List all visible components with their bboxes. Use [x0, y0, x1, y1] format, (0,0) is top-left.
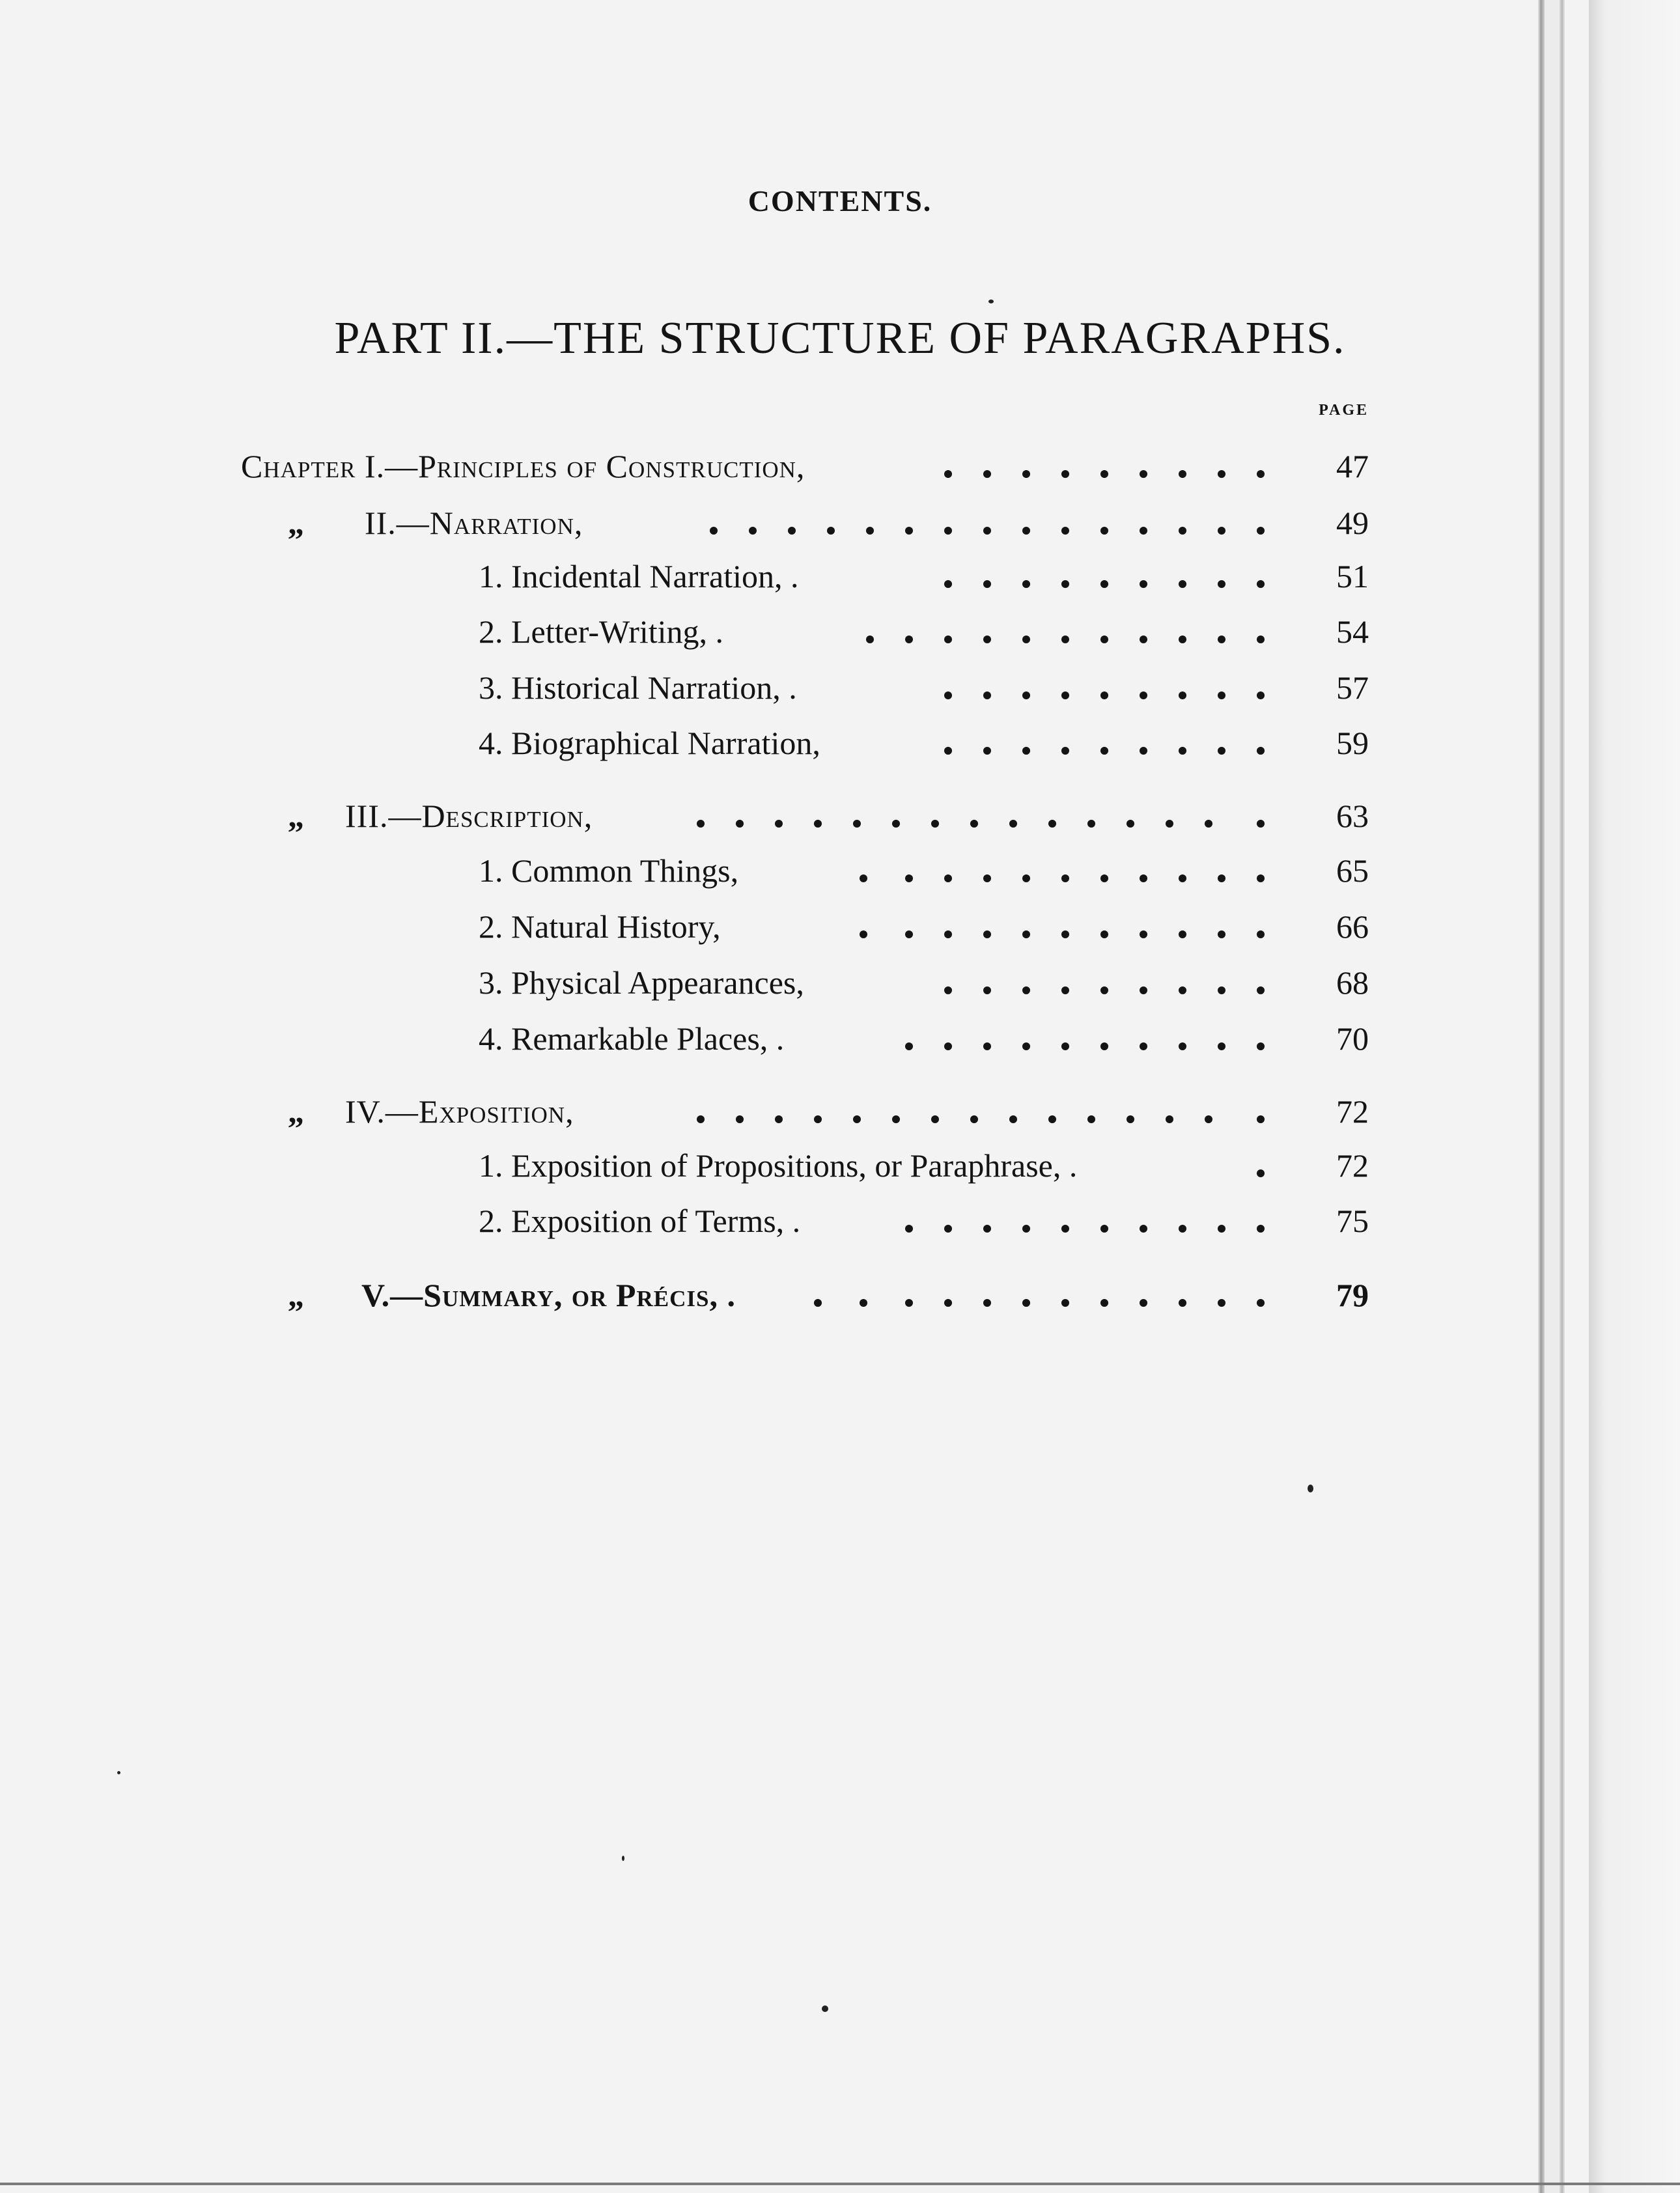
- leader-dot: [983, 691, 991, 699]
- entry-page: 72: [1336, 1093, 1369, 1130]
- leader-dot: [1022, 874, 1030, 882]
- entry-page: 57: [1336, 669, 1369, 706]
- toc-entry: [0, 848, 1680, 893]
- leader-dot: [983, 930, 991, 938]
- entry-label: II.—Narration,: [365, 505, 583, 541]
- leader-dot: [1048, 1115, 1056, 1123]
- leader-dot: [1218, 930, 1225, 938]
- toc-entry: [0, 443, 1680, 489]
- leader-dot: [1179, 1225, 1186, 1233]
- leader-dot: [1100, 1299, 1108, 1307]
- leader-dot: [944, 691, 952, 699]
- leader-dot: [944, 527, 952, 535]
- entry-label: 2. Letter-Writing, .: [479, 613, 724, 650]
- leader-dot: [944, 874, 952, 882]
- leader-dot: [1205, 1115, 1212, 1123]
- toc-entry: [0, 904, 1680, 949]
- leader-dot: [983, 527, 991, 535]
- leader-dot: [1100, 747, 1108, 755]
- leader-dot: [1257, 747, 1265, 755]
- leader-dot: [944, 470, 952, 478]
- leader-dot: [983, 1042, 991, 1050]
- leader-dot: [1009, 1115, 1017, 1123]
- leader-dot: [853, 820, 861, 828]
- leader-dot: [866, 527, 874, 535]
- ditto-mark: „: [288, 1093, 304, 1130]
- entry-label: 2. Natural History,: [479, 908, 721, 945]
- leader-dot: [1127, 820, 1134, 828]
- leader-dot: [905, 874, 913, 882]
- leader-dot: [814, 820, 822, 828]
- leader-dot: [1022, 1225, 1030, 1233]
- leader-dot: [866, 636, 874, 643]
- leader-dot: [944, 986, 952, 994]
- leader-dot: [1100, 691, 1108, 699]
- ink-speck: [622, 1856, 624, 1861]
- entry-label: IV.—Exposition,: [345, 1093, 574, 1130]
- leader-dot: [1022, 986, 1030, 994]
- leader-dot: [1061, 1042, 1069, 1050]
- ink-speck: [988, 300, 994, 303]
- leader-dot: [1140, 747, 1147, 755]
- entry-label: 4. Biographical Narration,: [479, 725, 820, 761]
- leader-dot: [1257, 1115, 1265, 1123]
- toc-entry: [0, 1143, 1680, 1188]
- leader-dot: [814, 1115, 822, 1123]
- leader-dot: [1022, 691, 1030, 699]
- entry-page: 68: [1336, 964, 1369, 1001]
- entry-label: 3. Historical Narration, .: [479, 669, 797, 706]
- leader-dot: [860, 930, 867, 938]
- part-title: PART II.—THE STRUCTURE OF PARAGRAPHS.: [334, 313, 1346, 363]
- leader-dot: [1257, 636, 1265, 643]
- leader-dot: [749, 527, 757, 535]
- entry-page: 66: [1336, 908, 1369, 945]
- leader-dot: [1218, 1042, 1225, 1050]
- leader-dot: [983, 580, 991, 588]
- running-head: CONTENTS.: [748, 184, 932, 217]
- leader-dot: [1257, 691, 1265, 699]
- entry-label: 1. Exposition of Propositions, or Paraphrase, .: [479, 1147, 1078, 1184]
- entry-page: 63: [1336, 798, 1369, 834]
- leader-dot: [1100, 1225, 1108, 1233]
- leader-dot: [1100, 1042, 1108, 1050]
- leader-dot: [905, 1225, 913, 1233]
- leader-dot: [1022, 1042, 1030, 1050]
- entry-label: 1. Incidental Narration, .: [479, 558, 799, 594]
- leader-dot: [1218, 986, 1225, 994]
- leader-dot: [905, 636, 913, 643]
- leader-dot: [1179, 986, 1186, 994]
- leader-dot: [1166, 820, 1173, 828]
- entry-label: III.—Description,: [345, 798, 593, 834]
- leader-dot: [983, 874, 991, 882]
- entry-label: 3. Physical Appearances,: [479, 964, 804, 1001]
- leader-dot: [1100, 580, 1108, 588]
- leader-dot: [710, 527, 718, 535]
- entry-page: 49: [1336, 505, 1369, 541]
- leader-dot: [1061, 1299, 1069, 1307]
- scan-bottom-edge: [0, 2183, 1680, 2185]
- toc-entry: [0, 665, 1680, 710]
- entry-label: V.—Summary, or Précis, .: [361, 1277, 736, 1313]
- leader-dot: [1061, 986, 1069, 994]
- leader-dot: [1140, 1042, 1147, 1050]
- ditto-mark: „: [288, 1277, 304, 1313]
- toc-entry: [0, 793, 1680, 839]
- leader-dot: [892, 1115, 900, 1123]
- leader-dot: [1100, 986, 1108, 994]
- leader-dot: [1061, 747, 1069, 755]
- leader-dot: [1087, 820, 1095, 828]
- leader-dot: [775, 1115, 783, 1123]
- leader-dot: [1100, 636, 1108, 643]
- leader-dot: [1140, 986, 1147, 994]
- leader-dot: [1140, 470, 1147, 478]
- leader-dot: [1009, 820, 1017, 828]
- leader-dot: [944, 930, 952, 938]
- leader-dot: [944, 1225, 952, 1233]
- leader-dot: [905, 930, 913, 938]
- entry-label: 4. Remarkable Places, .: [479, 1020, 785, 1057]
- leader-dot: [931, 820, 939, 828]
- leader-dot: [1100, 874, 1108, 882]
- toc-entry: [0, 1272, 1680, 1318]
- leader-dot: [1022, 470, 1030, 478]
- leader-dot: [788, 527, 796, 535]
- toc-entry: [0, 609, 1680, 654]
- leader-dot: [1166, 1115, 1173, 1123]
- leader-dot: [970, 1115, 978, 1123]
- leader-dot: [1179, 636, 1186, 643]
- leader-dot: [1061, 1225, 1069, 1233]
- leader-dot: [1022, 636, 1030, 643]
- leader-dot: [983, 1299, 991, 1307]
- leader-dot: [736, 820, 744, 828]
- leader-dot: [1061, 691, 1069, 699]
- entry-label: 1. Common Things,: [479, 852, 739, 889]
- toc-entry: [0, 720, 1680, 766]
- leader-dot: [1061, 930, 1069, 938]
- leader-dot: [983, 470, 991, 478]
- leader-dot: [1061, 580, 1069, 588]
- leader-dot: [1179, 691, 1186, 699]
- entry-page: 75: [1336, 1203, 1369, 1239]
- leader-dot: [892, 820, 900, 828]
- leader-dot: [970, 820, 978, 828]
- toc-entry: [0, 500, 1680, 546]
- leader-dot: [860, 874, 867, 882]
- leader-dot: [860, 1299, 867, 1307]
- leader-dot: [905, 527, 913, 535]
- entry-page: 47: [1336, 448, 1369, 484]
- leader-dot: [983, 636, 991, 643]
- leader-dot: [1218, 691, 1225, 699]
- leader-dot: [1179, 527, 1186, 535]
- leader-dot: [1218, 747, 1225, 755]
- leader-dot: [1257, 874, 1265, 882]
- entry-page: 72: [1336, 1147, 1369, 1184]
- leader-dot: [1218, 580, 1225, 588]
- leader-dot: [1179, 580, 1186, 588]
- leader-dot: [983, 747, 991, 755]
- leader-dot: [1140, 691, 1147, 699]
- toc-entry: [0, 1089, 1680, 1134]
- entry-label: 2. Exposition of Terms, .: [479, 1203, 801, 1239]
- leader-dot: [1179, 874, 1186, 882]
- leader-dot: [1048, 820, 1056, 828]
- leader-dot: [1257, 930, 1265, 938]
- leader-dot: [1257, 470, 1265, 478]
- leader-dot: [1140, 527, 1147, 535]
- leader-dot: [697, 1115, 705, 1123]
- leader-dot: [1179, 1299, 1186, 1307]
- leader-dot: [1179, 1042, 1186, 1050]
- leader-dot: [944, 1299, 952, 1307]
- leader-dot: [1061, 527, 1069, 535]
- ditto-mark: „: [288, 798, 304, 834]
- entry-page: 54: [1336, 613, 1369, 650]
- leader-dot: [1061, 636, 1069, 643]
- ditto-mark: „: [288, 505, 304, 541]
- entry-page: 70: [1336, 1020, 1369, 1057]
- leader-dot: [1218, 1299, 1225, 1307]
- leader-dot: [814, 1299, 822, 1307]
- leader-dot: [1140, 1225, 1147, 1233]
- leader-dot: [944, 747, 952, 755]
- leader-dot: [736, 1115, 744, 1123]
- leader-dot: [944, 1042, 952, 1050]
- toc-entry: [0, 553, 1680, 599]
- leader-dot: [1087, 1115, 1095, 1123]
- ink-speck: [1308, 1485, 1313, 1492]
- entry-page: 59: [1336, 725, 1369, 761]
- leader-dot: [775, 820, 783, 828]
- ink-speck: [822, 2005, 828, 2012]
- leader-dot: [905, 1299, 913, 1307]
- leader-dot: [1022, 747, 1030, 755]
- leader-dot: [1022, 1299, 1030, 1307]
- leader-dot: [1218, 1225, 1225, 1233]
- leader-dot: [1022, 580, 1030, 588]
- leader-dot: [1140, 874, 1147, 882]
- leader-dot: [1140, 930, 1147, 938]
- leader-dot: [1257, 1042, 1265, 1050]
- leader-dot: [1257, 986, 1265, 994]
- leader-dot: [827, 527, 835, 535]
- leader-dot: [1022, 930, 1030, 938]
- leader-dot: [1257, 1225, 1265, 1233]
- leader-dot: [944, 636, 952, 643]
- leader-dot: [983, 986, 991, 994]
- leader-dot: [697, 820, 705, 828]
- leader-dot: [1218, 470, 1225, 478]
- leader-dot: [983, 1225, 991, 1233]
- leader-dot: [931, 1115, 939, 1123]
- leader-dot: [1257, 580, 1265, 588]
- leader-dot: [1100, 527, 1108, 535]
- leader-dot: [853, 1115, 861, 1123]
- toc-entry: [0, 1198, 1680, 1244]
- leader-dot: [1257, 527, 1265, 535]
- ink-speck: [117, 1771, 120, 1774]
- leader-dot: [1257, 820, 1265, 828]
- leader-dot: [1218, 874, 1225, 882]
- toc-entry: [0, 1016, 1680, 1061]
- leader-dot: [1257, 1169, 1265, 1177]
- leader-dot: [1218, 527, 1225, 535]
- leader-dot: [1100, 470, 1108, 478]
- leader-dot: [1179, 930, 1186, 938]
- toc-entry: [0, 960, 1680, 1005]
- leader-dot: [944, 580, 952, 588]
- leader-dot: [1100, 930, 1108, 938]
- leader-dot: [1205, 820, 1212, 828]
- entry-label: Chapter I.—Principles of Construction,: [241, 448, 805, 484]
- leader-dot: [1140, 1299, 1147, 1307]
- leader-dot: [1179, 747, 1186, 755]
- leader-dot: [905, 1042, 913, 1050]
- leader-dot: [1061, 470, 1069, 478]
- leader-dot: [1127, 1115, 1134, 1123]
- leader-dot: [1218, 636, 1225, 643]
- leader-dot: [1140, 636, 1147, 643]
- entry-page: 65: [1336, 852, 1369, 889]
- leader-dot: [1257, 1299, 1265, 1307]
- entry-page: 79: [1336, 1277, 1369, 1313]
- leader-dot: [1022, 527, 1030, 535]
- leader-dot: [1061, 874, 1069, 882]
- leader-dot: [1179, 470, 1186, 478]
- entry-page: 51: [1336, 558, 1369, 594]
- page-column-label: PAGE: [1319, 402, 1369, 419]
- leader-dot: [1140, 580, 1147, 588]
